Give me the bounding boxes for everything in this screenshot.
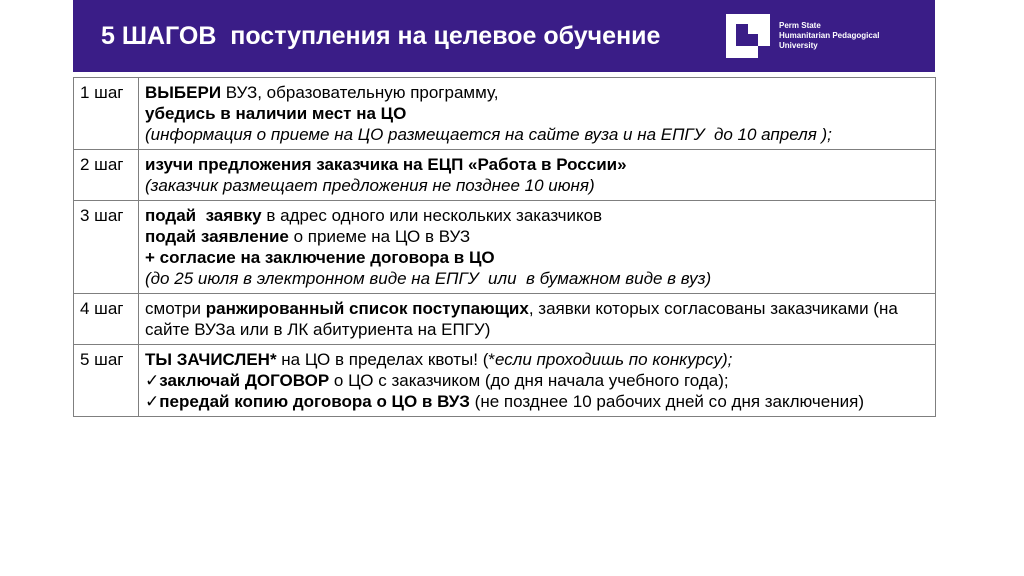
step-text-segment: если проходишь по конкурсу); bbox=[495, 350, 733, 369]
step-number: 4 шаг bbox=[74, 294, 139, 345]
step-text-segment: о приеме на ЦО в ВУЗ bbox=[288, 227, 471, 246]
step-description bbox=[139, 294, 936, 345]
step-line bbox=[145, 103, 929, 124]
step-line bbox=[145, 205, 929, 226]
step-line bbox=[145, 349, 929, 370]
step-text-segment: передай копию договора о ЦО в ВУЗ bbox=[159, 392, 470, 411]
step-text-segment: ВЫБЕРИ bbox=[145, 83, 222, 102]
step-line bbox=[145, 154, 929, 175]
step-line bbox=[145, 175, 929, 196]
step-row bbox=[74, 294, 936, 345]
step-number: 5 шаг bbox=[74, 345, 139, 417]
logo-line: Humanitarian Pedagogical bbox=[779, 31, 880, 40]
step-number: 1 шаг bbox=[74, 78, 139, 150]
step-text-segment: (до 25 июля в электронном виде на ЕПГУ или в бумажном виде в вуз) bbox=[145, 269, 712, 288]
step-number: 2 шаг bbox=[74, 150, 139, 201]
step-text-segment: заключай ДОГОВОР bbox=[159, 371, 330, 390]
step-line bbox=[145, 82, 929, 103]
step-description bbox=[139, 78, 936, 150]
step-description bbox=[139, 201, 936, 294]
step-line bbox=[145, 226, 929, 247]
header-banner bbox=[73, 0, 935, 72]
step-text-segment: в адрес одного или нескольких заказчиков bbox=[261, 206, 603, 225]
step-text-segment: (заказчик размещает предложения не позднее 10 июня) bbox=[145, 176, 595, 195]
step-text-segment: подай заявление bbox=[145, 227, 289, 246]
step-line bbox=[145, 391, 929, 412]
steps-table bbox=[73, 77, 936, 417]
step-line bbox=[145, 124, 929, 145]
step-line bbox=[145, 247, 929, 268]
step-text-segment: о ЦО с заказчиком (до дня начала учебного года); bbox=[329, 371, 729, 390]
step-row bbox=[74, 150, 936, 201]
step-text-segment: ВУЗ, образовательную программу, bbox=[221, 83, 499, 102]
step-description bbox=[139, 150, 936, 201]
page-title: 5 ШАГОВ поступления на целевое обучение bbox=[101, 22, 661, 50]
checkmark-icon: ✓ bbox=[145, 392, 160, 411]
university-logo-icon bbox=[724, 12, 772, 60]
steps-table-body bbox=[74, 78, 936, 417]
logo-line: Perm State bbox=[779, 21, 821, 30]
step-row bbox=[74, 345, 936, 417]
step-text-segment: ранжированный список поступающих bbox=[205, 299, 529, 318]
step-text-segment: , заявки которых согласованы заказчиками (на сайте ВУЗа или в ЛК абитуриента на ЕПГУ) bbox=[145, 299, 903, 339]
step-text-segment: (не позднее 10 рабочих дней со дня заключения) bbox=[469, 392, 864, 411]
step-text-segment: ТЫ ЗАЧИСЛЕН* bbox=[145, 350, 277, 369]
university-name bbox=[779, 21, 879, 51]
step-line bbox=[145, 268, 929, 289]
step-text-segment: на ЦО в пределах квоты! (* bbox=[276, 350, 495, 369]
step-line bbox=[145, 298, 929, 340]
step-text-segment: + согласие на заключение договора в ЦО bbox=[145, 248, 495, 267]
checkmark-icon: ✓ bbox=[145, 371, 160, 390]
step-text-segment: убедись в наличии мест на ЦО bbox=[145, 104, 407, 123]
step-description bbox=[139, 345, 936, 417]
logo-line: University bbox=[779, 41, 818, 50]
step-row bbox=[74, 201, 936, 294]
step-text-segment: подай заявку bbox=[145, 206, 262, 225]
step-text-segment: (информация о приеме на ЦО размещается на сайте вуза и на ЕПГУ до 10 апреля ); bbox=[145, 125, 832, 144]
step-line bbox=[145, 370, 929, 391]
step-number: 3 шаг bbox=[74, 201, 139, 294]
step-text-segment: изучи предложения заказчика на ЕЦП «Работа в России» bbox=[145, 155, 627, 174]
step-row bbox=[74, 78, 936, 150]
step-text-segment: смотри bbox=[145, 299, 206, 318]
